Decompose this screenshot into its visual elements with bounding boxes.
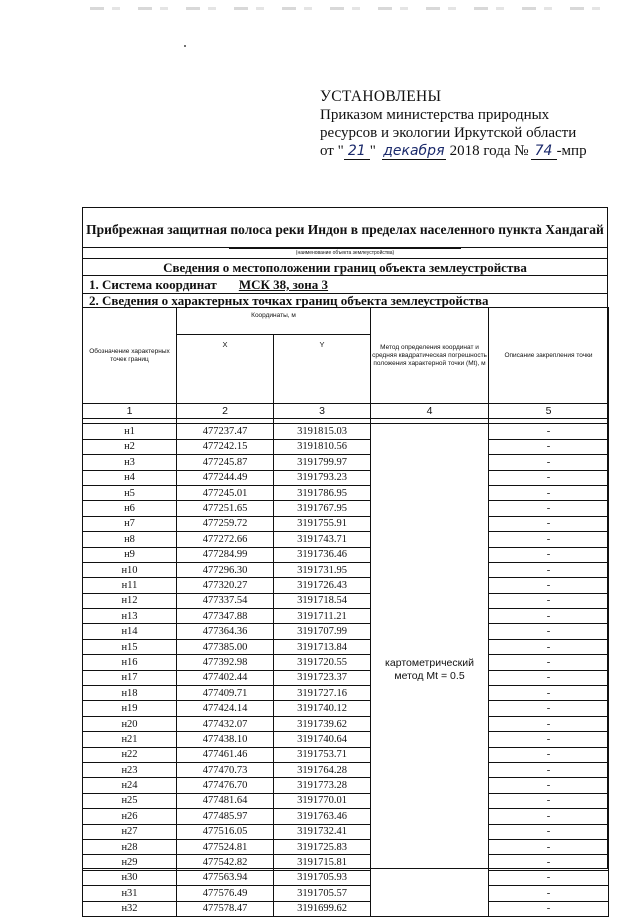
table-row xyxy=(83,809,609,824)
fixing-cell: - xyxy=(489,870,609,885)
table-row xyxy=(83,501,609,516)
x-coordinate-cell: 477242.15 xyxy=(177,439,274,454)
point-id-cell: н26 xyxy=(83,809,177,824)
point-id-cell: н2 xyxy=(83,439,177,454)
header-method: Метод определения координат и средняя квадратическая погрешность положения характерной точки (Mt), м xyxy=(371,308,489,404)
fixing-cell: - xyxy=(489,762,609,777)
x-coordinate-cell: 477284.99 xyxy=(177,547,274,562)
method-line-1: картометрический xyxy=(385,657,474,670)
table-row xyxy=(83,485,609,500)
point-id-cell: н22 xyxy=(83,747,177,762)
fixing-cell: - xyxy=(489,670,609,685)
y-coordinate-cell: 3191815.03 xyxy=(274,424,371,439)
object-caption-text: (наименование объекта землеустройства) xyxy=(229,248,461,257)
point-id-cell: н16 xyxy=(83,655,177,670)
x-coordinate-cell: 477245.01 xyxy=(177,485,274,500)
x-coordinate-cell: 477516.05 xyxy=(177,824,274,839)
x-coordinate-cell: 477259.72 xyxy=(177,516,274,531)
table-row xyxy=(83,762,609,777)
point-id-cell: н7 xyxy=(83,516,177,531)
x-coordinate-cell: 477237.47 xyxy=(177,424,274,439)
y-coordinate-cell: 3191764.28 xyxy=(274,762,371,777)
x-coordinate-cell: 477272.66 xyxy=(177,532,274,547)
y-coordinate-cell: 3191723.37 xyxy=(274,670,371,685)
fixing-cell: - xyxy=(489,532,609,547)
approval-line-2: ресурсов и экологии Иркутской области xyxy=(320,125,577,141)
table-row xyxy=(83,593,609,608)
x-coordinate-cell: 477432.07 xyxy=(177,716,274,731)
table-row xyxy=(83,439,609,454)
fixing-cell: - xyxy=(489,516,609,531)
column-number: 5 xyxy=(489,404,609,419)
column-number: 3 xyxy=(274,404,371,419)
point-id-cell: н9 xyxy=(83,547,177,562)
fixing-cell: - xyxy=(489,686,609,701)
x-coordinate-cell: 477296.30 xyxy=(177,562,274,577)
date-prefix: от " xyxy=(320,143,344,159)
point-id-cell: н27 xyxy=(83,824,177,839)
date-quote: " xyxy=(369,143,376,159)
x-coordinate-cell: 477385.00 xyxy=(177,639,274,654)
x-coordinate-cell: 477476.70 xyxy=(177,778,274,793)
fixing-cell: - xyxy=(489,424,609,439)
document-frame xyxy=(82,207,608,915)
approval-block xyxy=(320,88,620,160)
point-id-cell: н1 xyxy=(83,424,177,439)
x-coordinate-cell: 477461.46 xyxy=(177,747,274,762)
point-id-cell: н30 xyxy=(83,870,177,885)
y-coordinate-cell: 3191732.41 xyxy=(274,824,371,839)
y-coordinate-cell: 3191773.28 xyxy=(274,778,371,793)
x-coordinate-cell: 477424.14 xyxy=(177,701,274,716)
points-table-body xyxy=(83,424,609,917)
table-row xyxy=(83,747,609,762)
handwritten-number: 74 xyxy=(531,143,557,160)
point-id-cell: н11 xyxy=(83,578,177,593)
method-cell xyxy=(371,424,489,917)
x-coordinate-cell: 477578.47 xyxy=(177,901,274,916)
fixing-cell: - xyxy=(489,855,609,870)
fixing-cell: - xyxy=(489,439,609,454)
y-coordinate-cell: 3191718.54 xyxy=(274,593,371,608)
x-coordinate-cell: 477402.44 xyxy=(177,670,274,685)
x-coordinate-cell: 477244.49 xyxy=(177,470,274,485)
section-title: Сведения о местоположении границ объекта землеустройства xyxy=(83,258,607,276)
fixing-cell: - xyxy=(489,809,609,824)
y-coordinate-cell: 3191699.62 xyxy=(274,901,371,916)
table-row xyxy=(83,886,609,901)
x-coordinate-cell: 477470.73 xyxy=(177,762,274,777)
method-line-2: метод Mt = 0.5 xyxy=(394,670,465,683)
table-row xyxy=(83,532,609,547)
y-coordinate-cell: 3191799.97 xyxy=(274,455,371,470)
header-x: X xyxy=(177,335,274,404)
point-id-cell: н32 xyxy=(83,901,177,916)
table-row xyxy=(83,639,609,654)
point-id-cell: н12 xyxy=(83,593,177,608)
points-section-label: 2. Сведения о характерных точках границ объекта землеустройства xyxy=(89,293,489,308)
y-coordinate-cell: 3191725.83 xyxy=(274,839,371,854)
fixing-cell: - xyxy=(489,578,609,593)
point-id-cell: н17 xyxy=(83,670,177,685)
table-row xyxy=(83,609,609,624)
x-coordinate-cell: 477337.54 xyxy=(177,593,274,608)
point-id-cell: н15 xyxy=(83,639,177,654)
scan-edge-artifact xyxy=(90,7,610,10)
fixing-cell: - xyxy=(489,639,609,654)
column-number: 2 xyxy=(177,404,274,419)
y-coordinate-cell: 3191755.91 xyxy=(274,516,371,531)
header-point: Обозначение характерных точек границ xyxy=(83,308,177,404)
y-coordinate-cell: 3191767.95 xyxy=(274,501,371,516)
point-id-cell: н29 xyxy=(83,855,177,870)
table-row xyxy=(83,547,609,562)
fixing-cell: - xyxy=(489,655,609,670)
x-coordinate-cell: 477542.82 xyxy=(177,855,274,870)
approval-line-1: Приказом министерства природных xyxy=(320,107,550,123)
table-row xyxy=(83,624,609,639)
fixing-cell: - xyxy=(489,839,609,854)
y-coordinate-cell: 3191711.21 xyxy=(274,609,371,624)
table-row xyxy=(83,470,609,485)
x-coordinate-cell: 477245.87 xyxy=(177,455,274,470)
point-id-cell: н25 xyxy=(83,793,177,808)
x-coordinate-cell: 477251.65 xyxy=(177,501,274,516)
fixing-cell: - xyxy=(489,747,609,762)
fixing-cell: - xyxy=(489,501,609,516)
point-id-cell: н8 xyxy=(83,532,177,547)
y-coordinate-cell: 3191713.84 xyxy=(274,639,371,654)
table-row xyxy=(83,870,609,885)
table-row xyxy=(83,778,609,793)
fixing-cell: - xyxy=(489,716,609,731)
x-coordinate-cell: 477481.64 xyxy=(177,793,274,808)
point-id-cell: н23 xyxy=(83,762,177,777)
table-row xyxy=(83,670,609,685)
table-row xyxy=(83,655,609,670)
x-coordinate-cell: 477347.88 xyxy=(177,609,274,624)
x-coordinate-cell: 477409.71 xyxy=(177,686,274,701)
y-coordinate-cell: 3191707.99 xyxy=(274,624,371,639)
column-number: 4 xyxy=(371,404,489,419)
table-row xyxy=(83,855,609,870)
point-id-cell: н5 xyxy=(83,485,177,500)
point-id-cell: н6 xyxy=(83,501,177,516)
coordinate-system-row xyxy=(83,276,607,294)
fixing-cell: - xyxy=(489,455,609,470)
y-coordinate-cell: 3191740.64 xyxy=(274,732,371,747)
table-row xyxy=(83,901,609,916)
table-row xyxy=(83,824,609,839)
point-id-cell: н31 xyxy=(83,886,177,901)
point-id-cell: н18 xyxy=(83,686,177,701)
column-numbers-row xyxy=(83,404,609,419)
date-year: 2018 года № xyxy=(449,143,529,159)
point-id-cell: н28 xyxy=(83,839,177,854)
header-y: Y xyxy=(274,335,371,404)
x-coordinate-cell: 477320.27 xyxy=(177,578,274,593)
table-row xyxy=(83,424,609,439)
point-id-cell: н3 xyxy=(83,455,177,470)
y-coordinate-cell: 3191705.57 xyxy=(274,886,371,901)
header-fixing: Описание закрепления точки xyxy=(489,308,609,404)
fixing-cell: - xyxy=(489,593,609,608)
table-row xyxy=(83,839,609,854)
y-coordinate-cell: 3191810.56 xyxy=(274,439,371,454)
approval-heading: УСТАНОВЛЕНЫ xyxy=(320,88,442,105)
y-coordinate-cell: 3191786.95 xyxy=(274,485,371,500)
x-coordinate-cell: 477392.98 xyxy=(177,655,274,670)
fixing-cell: - xyxy=(489,778,609,793)
y-coordinate-cell: 3191726.43 xyxy=(274,578,371,593)
fixing-cell: - xyxy=(489,547,609,562)
y-coordinate-cell: 3191770.01 xyxy=(274,793,371,808)
fixing-cell: - xyxy=(489,701,609,716)
y-coordinate-cell: 3191740.12 xyxy=(274,701,371,716)
point-id-cell: н20 xyxy=(83,716,177,731)
fixing-cell: - xyxy=(489,824,609,839)
coordinate-system-value: МСК 38, зона 3 xyxy=(238,277,329,292)
fixing-cell: - xyxy=(489,793,609,808)
y-coordinate-cell: 3191743.71 xyxy=(274,532,371,547)
table-row xyxy=(83,455,609,470)
y-coordinate-cell: 3191763.46 xyxy=(274,809,371,824)
y-coordinate-cell: 3191739.62 xyxy=(274,716,371,731)
y-coordinate-cell: 3191727.16 xyxy=(274,686,371,701)
x-coordinate-cell: 477364.36 xyxy=(177,624,274,639)
fixing-cell: - xyxy=(489,732,609,747)
order-suffix: -мпр xyxy=(556,143,587,159)
fixing-cell: - xyxy=(489,485,609,500)
y-coordinate-cell: 3191720.55 xyxy=(274,655,371,670)
point-id-cell: н13 xyxy=(83,609,177,624)
approval-date-line xyxy=(320,142,620,160)
table-row xyxy=(83,516,609,531)
y-coordinate-cell: 3191736.46 xyxy=(274,547,371,562)
y-coordinate-cell: 3191705.93 xyxy=(274,870,371,885)
fixing-cell: - xyxy=(489,562,609,577)
point-id-cell: н4 xyxy=(83,470,177,485)
point-id-cell: н24 xyxy=(83,778,177,793)
object-caption xyxy=(83,248,607,258)
fixing-cell: - xyxy=(489,886,609,901)
x-coordinate-cell: 477563.94 xyxy=(177,870,274,885)
x-coordinate-cell: 477438.10 xyxy=(177,732,274,747)
y-coordinate-cell: 3191753.71 xyxy=(274,747,371,762)
header-coordinates: Координаты, м xyxy=(177,308,371,335)
x-coordinate-cell: 477576.49 xyxy=(177,886,274,901)
table-row xyxy=(83,701,609,716)
coordinate-system-label: 1. Система координат xyxy=(89,277,217,292)
y-coordinate-cell: 3191793.23 xyxy=(274,470,371,485)
object-name: Прибрежная защитная полоса реки Индон в пределах населенного пункта Хандагай xyxy=(83,208,607,248)
points-table xyxy=(82,307,609,917)
table-row xyxy=(83,562,609,577)
point-id-cell: н19 xyxy=(83,701,177,716)
fixing-cell: - xyxy=(489,470,609,485)
fixing-cell: - xyxy=(489,624,609,639)
x-coordinate-cell: 477485.97 xyxy=(177,809,274,824)
table-row xyxy=(83,716,609,731)
table-row xyxy=(83,732,609,747)
column-number: 1 xyxy=(83,404,177,419)
y-coordinate-cell: 3191715.81 xyxy=(274,855,371,870)
point-id-cell: н21 xyxy=(83,732,177,747)
table-row xyxy=(83,578,609,593)
point-id-cell: н10 xyxy=(83,562,177,577)
point-id-cell: н14 xyxy=(83,624,177,639)
scan-speck xyxy=(184,45,186,47)
y-coordinate-cell: 3191731.95 xyxy=(274,562,371,577)
fixing-cell: - xyxy=(489,901,609,916)
table-row xyxy=(83,686,609,701)
handwritten-month: декабря xyxy=(383,143,445,159)
table-row xyxy=(83,793,609,808)
handwritten-day: 21 xyxy=(344,143,370,160)
x-coordinate-cell: 477524.81 xyxy=(177,839,274,854)
fixing-cell: - xyxy=(489,609,609,624)
